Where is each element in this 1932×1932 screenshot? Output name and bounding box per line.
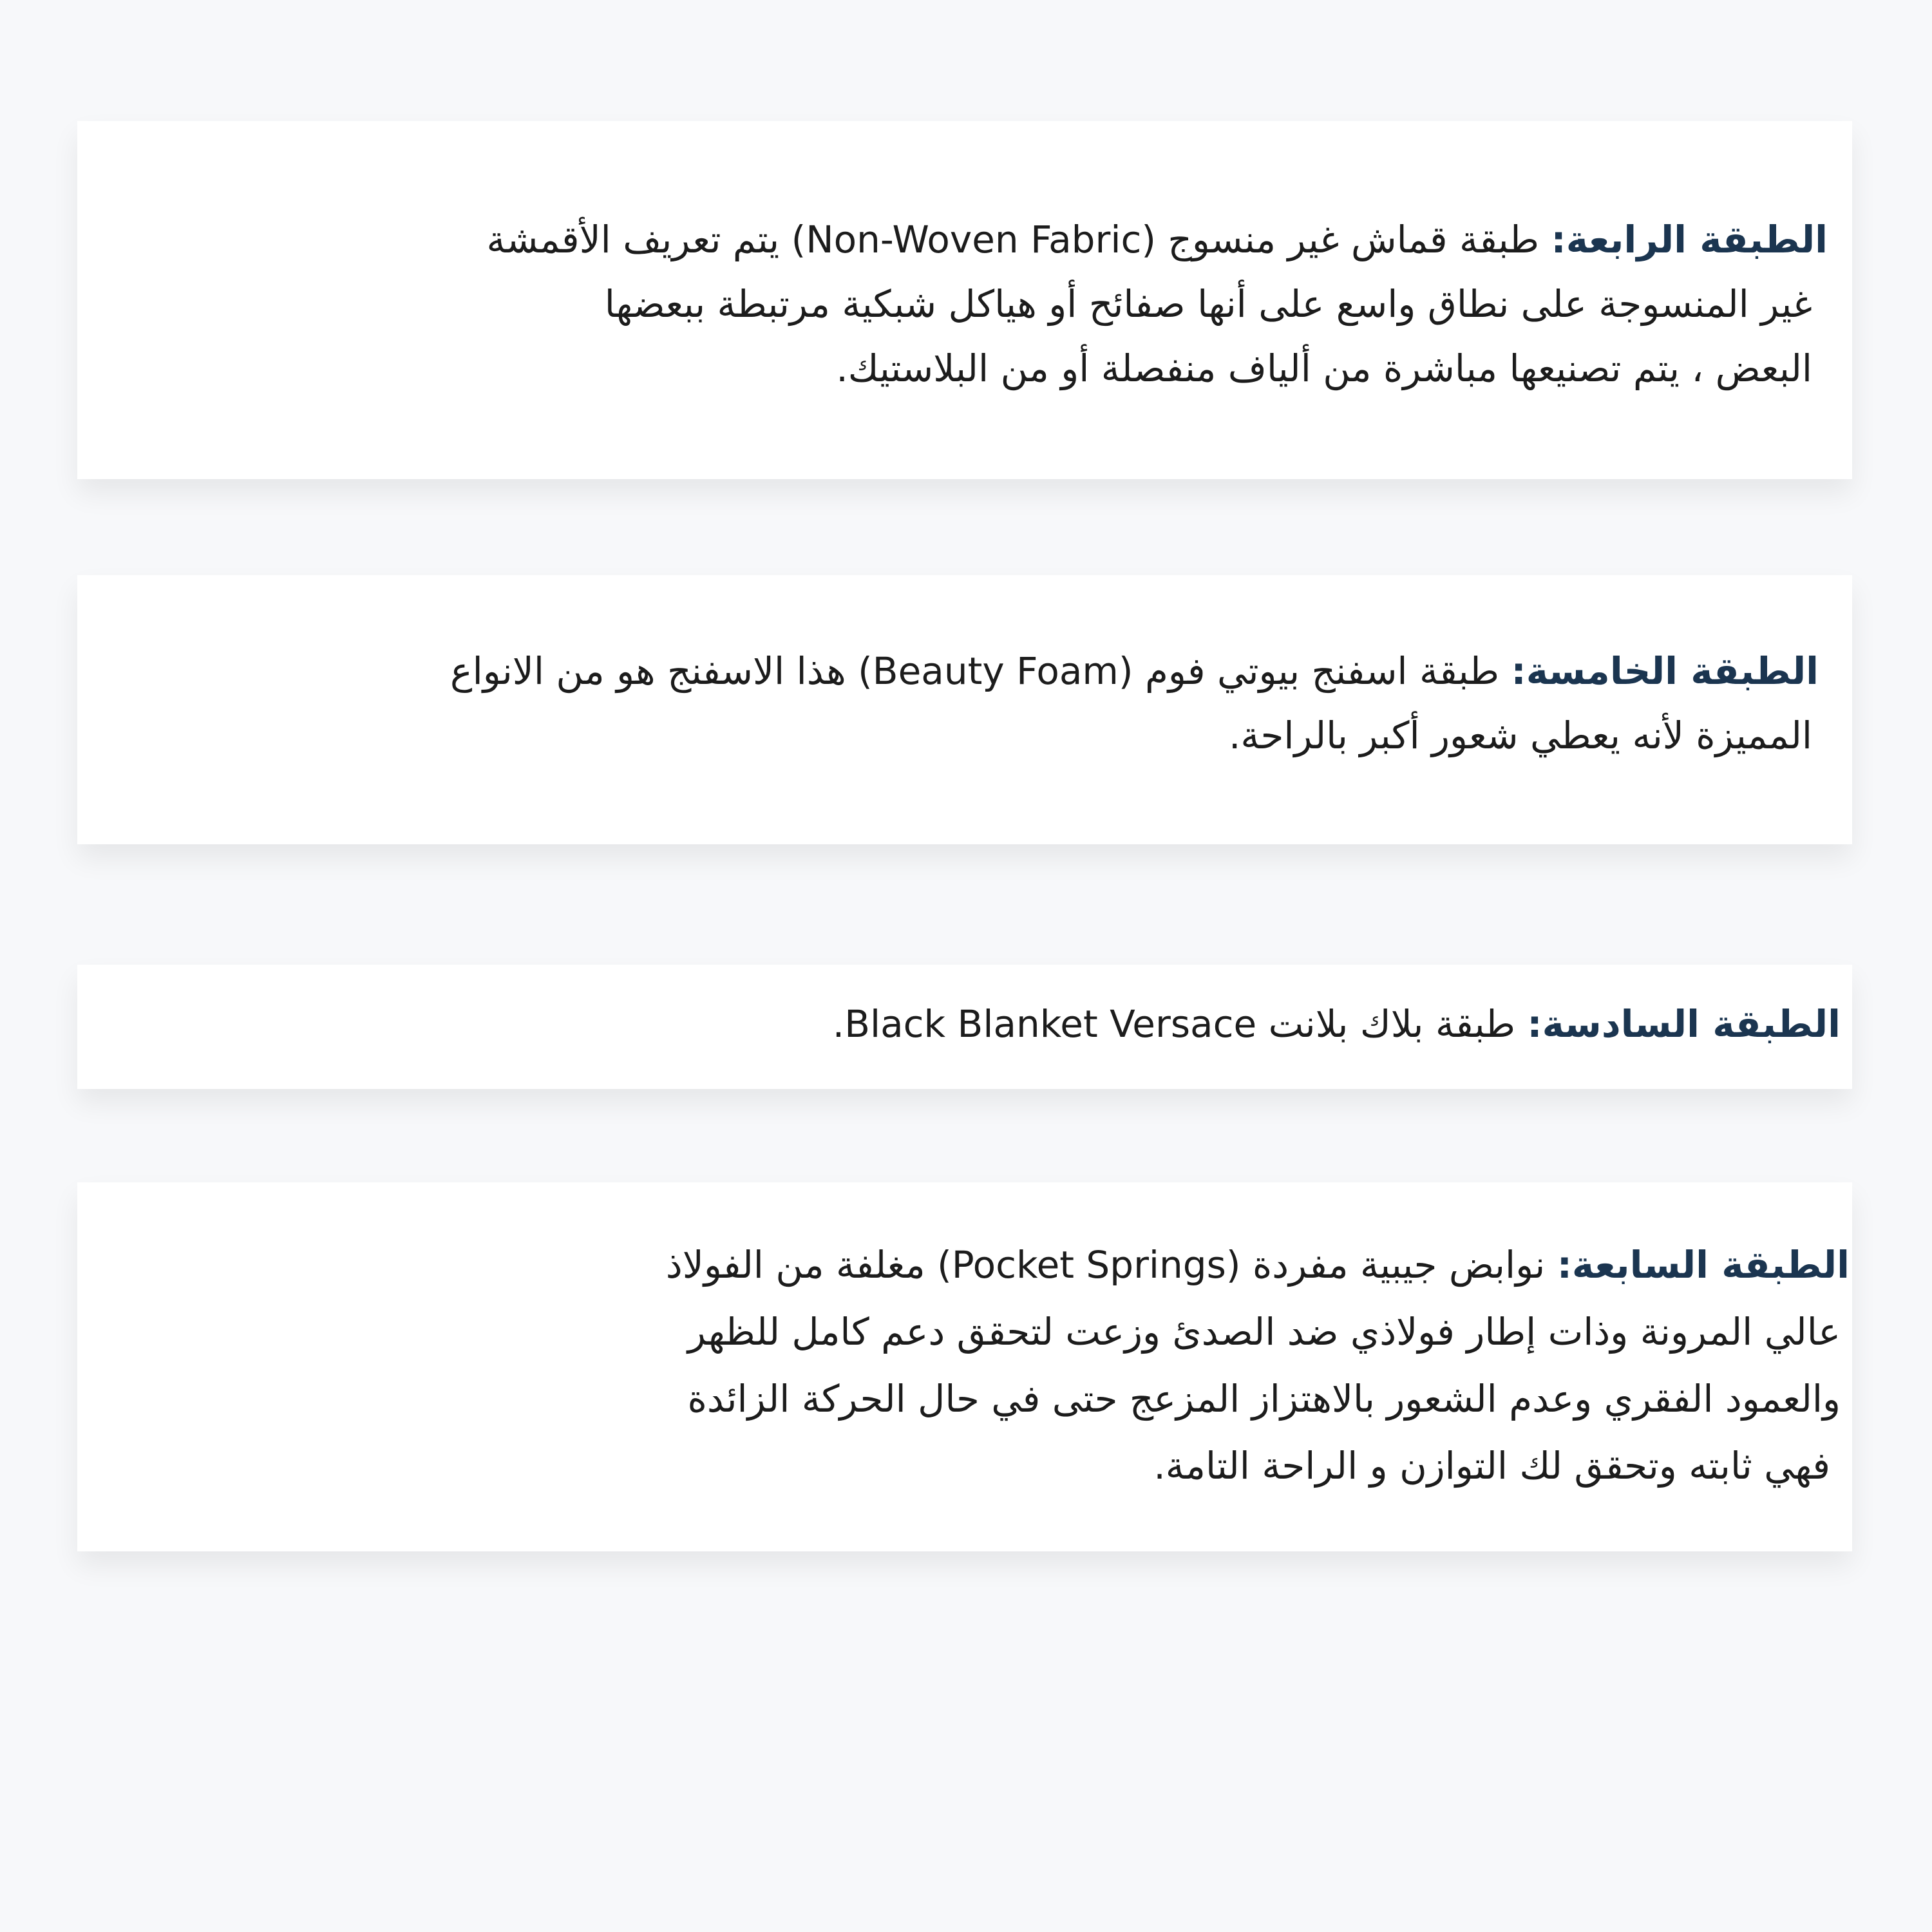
layer-7-text: [175, 1231, 1850, 1499]
layer-7-line-1: نوابض جيبية مفردة (Pocket Springs) مغلفة من الفولاذ: [665, 1243, 1546, 1287]
layer-5-line-2: المميزة لأنه يعطي شعور أكبر بالراحة.: [1228, 714, 1812, 757]
layer-7-label: الطبقة السابعة:: [1557, 1243, 1850, 1287]
layer-7-line-3: والعمود الفقري وعدم الشعور بالاهتزاز المزعج حتى في حال الحركة الزائدة: [687, 1377, 1841, 1421]
layer-4-label: الطبقة الرابعة:: [1551, 218, 1828, 261]
layer-6-text: [166, 992, 1841, 1056]
layer-4-line-2: غير المنسوجة على نطاق واسع على أنها صفائح أو هياكل شبكية مرتبطة ببعضها: [604, 282, 1812, 326]
layer-4-line-3: البعض ، يتم تصنيعها مباشرة من ألياف منفصلة أو من البلاستيك.: [836, 346, 1812, 390]
layer-5-text: [153, 639, 1828, 768]
layer-5-line-1: طبقة اسفنج بيوتي فوم (Beauty Foam) هذا الاسفنج هو من الانواع: [450, 649, 1500, 693]
layer-4-line-1: طبقة قماش غير منسوج (Non-Woven Fabric) يتم تعريف الأقمشة: [486, 218, 1540, 261]
layer-7-line-2: عالي المرونة وذات إطار فولاذي ضد الصدئ وزعت لتحقق دعم كامل للظهر: [687, 1310, 1841, 1354]
layer-5-label: الطبقة الخامسة:: [1511, 649, 1819, 693]
layer-6-line-1: طبقة بلاك بلانت Black Blanket Versace.: [832, 1002, 1515, 1046]
layer-7-line-4: فهي ثابته وتحقق لك التوازن و الراحة التامة.: [1153, 1444, 1830, 1488]
layer-6-label: الطبقة السادسة:: [1527, 1002, 1841, 1046]
layer-4-text: [153, 207, 1828, 401]
